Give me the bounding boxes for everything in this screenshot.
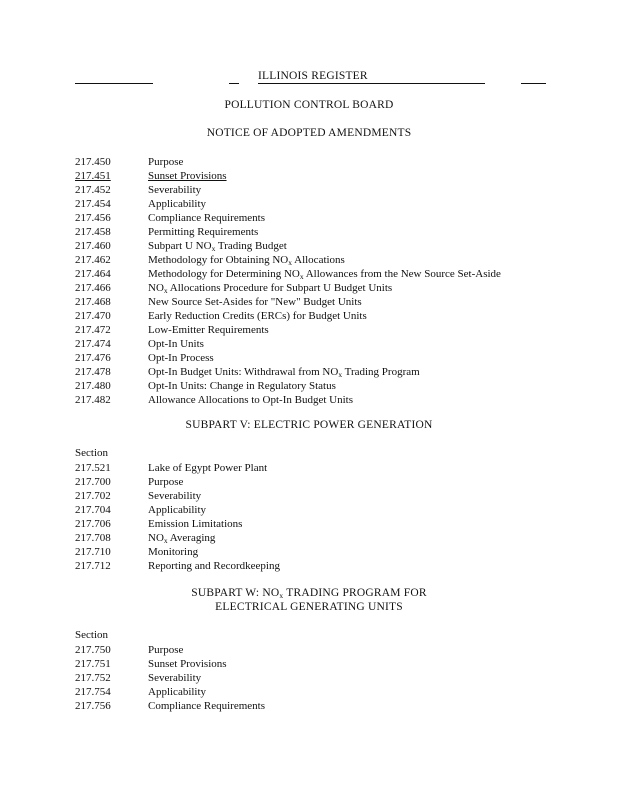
section-label: Section <box>75 629 108 641</box>
list-item: 217.470 Early Reduction Credits (ERCs) for Budget Units <box>75 310 367 322</box>
notice-title: NOTICE OF ADOPTED AMENDMENTS <box>206 127 412 139</box>
list-item: 217.751 Sunset Provisions <box>75 658 227 670</box>
list-item: 217.710 Monitoring <box>75 546 199 558</box>
header-rule-right <box>521 83 546 84</box>
list-item: 217.450 Purpose <box>75 156 184 168</box>
list-item: 217.458 Permitting Requirements <box>75 226 259 238</box>
list-item: 217.480 Opt-In Units: Change in Regulatory Status <box>75 380 336 392</box>
list-item: 217.752 Severability <box>75 672 202 684</box>
list-item: 217.460 Subpart U $NO_x$ Trading Budget <box>75 240 287 253</box>
subpart-w-heading-line1: SUBPART W: $NO_x$ TRADING PROGRAM FOR <box>191 587 427 600</box>
list-item: 217.482 Allowance Allocations to Opt-In Budget Units <box>75 394 353 406</box>
section-list-subpart-v <box>75 461 280 573</box>
section-list-subpart-u <box>75 155 501 407</box>
list-item: 217.754 Applicability <box>75 686 207 698</box>
list-item: 217.474 Opt-In Units <box>75 338 204 350</box>
section-label: Section <box>75 447 108 459</box>
list-item: 217.454 Applicability <box>75 198 207 210</box>
list-item: 217.468 New Source Set-Asides for "New" Budget Units <box>75 296 362 308</box>
list-item: 217.466 $NO_x$ Allocations Procedure for Subpart U Budget Units <box>75 282 393 295</box>
subpart-w-heading-line2: ELECTRICAL GENERATING UNITS <box>215 601 403 613</box>
list-item: 217.464 Methodology for Determining $NO_x$ Allowances from the New Source Set-Aside <box>75 268 501 281</box>
subpart-v-heading: SUBPART V: ELECTRIC POWER GENERATION <box>185 419 433 431</box>
header-rule-short <box>229 83 239 84</box>
list-item: 217.706 Emission Limitations <box>75 518 243 530</box>
list-item: 217.472 Low-Emitter Requirements <box>75 324 269 336</box>
list-item: 217.478 Opt-In Budget Units: Withdrawal from $NO_x$ Trading Program <box>75 366 420 379</box>
header-title-underline <box>258 83 485 84</box>
list-item: 217.756 Compliance Requirements <box>75 700 265 712</box>
list-item: 217.702 Severability <box>75 490 202 502</box>
list-item: 217.750 Purpose <box>75 644 184 656</box>
board-name: POLLUTION CONTROL BOARD <box>224 99 394 111</box>
list-item: 217.462 Methodology for Obtaining $NO_x$ Allocations <box>75 254 345 267</box>
list-item: 217.476 Opt-In Process <box>75 352 214 364</box>
list-item: 217.451 Sunset Provisions <box>75 170 227 182</box>
list-item: 217.704 Applicability <box>75 504 207 516</box>
list-item: 217.708 $NO_x$ Averaging <box>75 532 216 545</box>
header-title: ILLINOIS REGISTER <box>258 70 368 82</box>
list-item: 217.700 Purpose <box>75 476 184 488</box>
list-item: 217.456 Compliance Requirements <box>75 212 265 224</box>
header-rule-left <box>75 83 153 84</box>
list-item: 217.712 Reporting and Recordkeeping <box>75 560 280 572</box>
page-header <box>0 70 618 86</box>
section-list-subpart-w <box>75 643 265 713</box>
list-item: 217.452 Severability <box>75 184 202 196</box>
list-item: 217.521 Lake of Egypt Power Plant <box>75 462 268 474</box>
